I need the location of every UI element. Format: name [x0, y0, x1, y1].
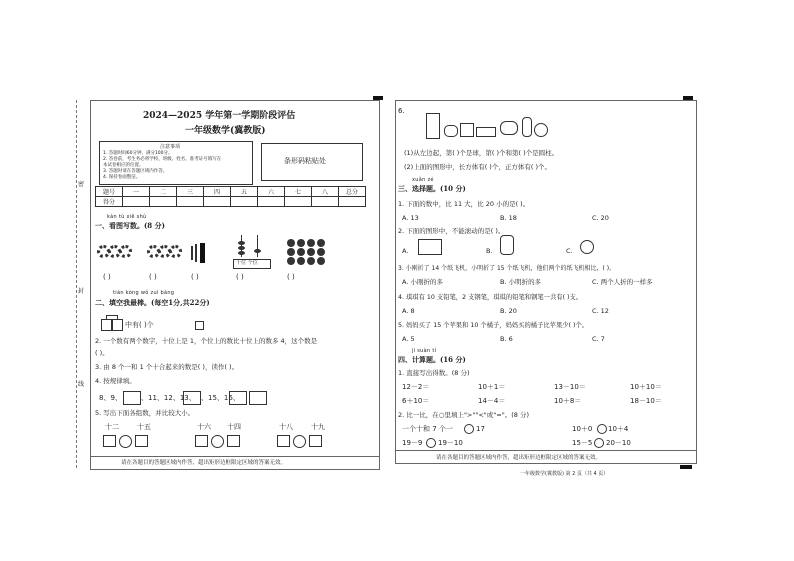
dot-mark — [307, 239, 315, 247]
seq-blank[interactable] — [183, 391, 201, 405]
option: A. 小刚折的多 — [402, 278, 443, 286]
dot-mark — [297, 248, 305, 256]
option: C. 12 — [592, 307, 609, 315]
score-cell[interactable] — [339, 197, 366, 207]
score-head: 题号 — [96, 187, 123, 197]
notice-box — [99, 141, 253, 185]
option: C. 两个人折的一样多 — [592, 278, 653, 286]
calc-item: 10＋1＝ — [478, 383, 506, 391]
option: B. 6 — [500, 335, 513, 343]
left-footer: 请在各题目的答题区域内作答，超出矩形边框限定区域的答案无效。 — [121, 460, 287, 466]
cmp-right: 17 — [476, 425, 485, 433]
compare-circle[interactable] — [211, 435, 224, 448]
abacus-label: 十位 个位 — [236, 260, 258, 266]
answer-box[interactable] — [135, 435, 148, 447]
q6-part1: (1)从左边起，第( )个是球，第( )个和第( )个是圆柱。 — [404, 149, 559, 157]
answer-box[interactable] — [103, 435, 116, 447]
q6-part2: (2)上面的图形中，长方体有( )个，正方体有( )个。 — [404, 163, 551, 171]
score-head: 五 — [231, 187, 258, 197]
cuboid-icon — [418, 239, 442, 255]
dot-mark — [287, 257, 295, 265]
score-head: 一 — [123, 187, 150, 197]
s4-q2-text: 2. 比一比，在○里填上">""<"或"="。(8 分) — [398, 411, 529, 419]
sphere-icon — [534, 123, 548, 137]
pair-word: 十二 — [105, 423, 119, 431]
binding-label-1: 密 — [78, 181, 85, 188]
pair-word: 十六 — [197, 423, 211, 431]
compare-circle[interactable] — [426, 438, 436, 448]
compare-circle[interactable] — [464, 424, 474, 434]
binding-label-2: 封 — [78, 288, 85, 295]
seq-part: 、15、16、 — [201, 394, 240, 402]
s3-q5-text: 5. 妈妈买了 15 个苹果和 10 个橘子，妈妈买的橘子比苹果少( )个。 — [398, 322, 589, 329]
compare-circle[interactable] — [293, 435, 306, 448]
section3-title: 三、选择题。(10 分) — [398, 184, 466, 193]
answer-blank: ( ) — [236, 273, 244, 281]
corner-mark — [680, 465, 692, 469]
option: C. — [566, 247, 573, 255]
dot-mark — [297, 239, 305, 247]
score-row-label: 得分 — [96, 197, 123, 207]
score-cell[interactable] — [177, 197, 204, 207]
q2-2-blank: ( )。 — [95, 349, 109, 357]
q2-3-text: 3. 由 8 个一和 1 个十合起来的数是( )，读作( )。 — [95, 363, 239, 371]
exam-page-left — [90, 100, 380, 470]
seq-part: 、11、12、13、 — [141, 394, 196, 402]
calc-item: 10＋8＝ — [554, 397, 582, 405]
barcode-label: 条形码粘贴处 — [284, 157, 326, 165]
option: B. — [486, 247, 493, 255]
calc-item: 6＋10＝ — [402, 397, 430, 405]
barcode-area — [261, 143, 363, 181]
exam-page-right — [395, 100, 697, 464]
score-head: 总分 — [339, 187, 366, 197]
s3-q2-text: 2. 下面的图形中，不能滚动的是( )。 — [398, 227, 505, 235]
answer-box[interactable] — [277, 435, 290, 447]
answer-box[interactable] — [309, 435, 322, 447]
option: A. 8 — [402, 307, 415, 315]
dot-mark — [307, 248, 315, 256]
cylinder-icon — [500, 121, 518, 135]
q6-number: 6. — [398, 107, 405, 115]
cylinder-icon — [500, 235, 514, 255]
notice-line: 2. 答卷前，考生务必将学校、班级、姓名、准考证号填写在 — [103, 157, 222, 162]
cmp-left: 一个十和 7 个一 — [402, 425, 453, 433]
cmp-left: 10＋0 — [572, 425, 593, 433]
section1-pinyin: kàn tú xiě shù — [107, 214, 147, 220]
score-cell[interactable] — [123, 197, 150, 207]
calc-item: 18－10＝ — [630, 397, 662, 405]
section4-title: 四、计算题。(16 分) — [398, 355, 466, 364]
option: A. 13 — [402, 214, 419, 222]
binding-label-3: 线 — [78, 381, 85, 388]
cmp-right: 19－10 — [438, 439, 463, 447]
q2-5-text: 5. 写出下面各组数，并比较大小。 — [95, 409, 195, 417]
pair-word: 十五 — [137, 423, 151, 431]
calc-item: 12－2＝ — [402, 383, 430, 391]
q2-1-text: 中有( )个 — [125, 321, 154, 329]
seq-blank[interactable] — [123, 391, 141, 405]
seq-blank[interactable] — [249, 391, 267, 405]
compare-circle[interactable] — [119, 435, 132, 448]
notice-line: 1. 答题时间60分钟，满分100分。 — [103, 151, 173, 156]
exam-subtitle: 一年级数学(冀教版) — [185, 126, 266, 136]
dot-mark — [307, 257, 315, 265]
notice-line: 本试卷相应的位置。 — [103, 163, 144, 168]
section4-pinyin: jì suàn tí — [412, 348, 437, 354]
compare-circle[interactable] — [594, 438, 604, 448]
page-number: 一年级数学(冀教版) 第 2 页（共 4 页） — [520, 471, 609, 477]
dot-mark — [317, 248, 325, 256]
dot-mark — [287, 248, 295, 256]
cmp-right: 10＋4 — [608, 425, 629, 433]
dot-mark — [317, 257, 325, 265]
cuboid-tall-icon — [426, 113, 440, 139]
option: A. — [402, 247, 409, 255]
compare-circle[interactable] — [597, 424, 607, 434]
seq-part: 8、9、 — [99, 394, 122, 402]
score-cell[interactable] — [285, 197, 312, 207]
s3-q3-text: 3. 小刚折了 14 个纸飞机，小明折了 15 个纸飞机，他们两个的纸飞机相比，( )。 — [398, 265, 616, 272]
score-head: 二 — [150, 187, 177, 197]
dot-mark — [317, 239, 325, 247]
score-head: 三 — [177, 187, 204, 197]
score-table — [95, 186, 366, 207]
s3-q1-text: 1. 下面的数中，比 11 大，比 20 小的是( )。 — [398, 200, 530, 208]
answer-blank: ( ) — [287, 273, 295, 281]
score-cell[interactable] — [312, 197, 339, 207]
score-cell[interactable] — [150, 197, 177, 207]
exam-title: 2024—2025 学年第一学期阶段评估 — [143, 111, 296, 121]
pair-word: 十九 — [311, 423, 325, 431]
section1-title: 一、看图写数。(8 分) — [95, 221, 165, 230]
option: B. 20 — [500, 307, 517, 315]
dot-mark — [297, 257, 305, 265]
notice-line: 4. 保持卷面整洁。 — [103, 175, 141, 180]
cmp-left: 15－5 — [572, 439, 593, 447]
cube-icon — [460, 123, 474, 137]
cmp-right: 20－10 — [606, 439, 631, 447]
cmp-left: 19－9 — [402, 439, 423, 447]
score-head: 八 — [312, 187, 339, 197]
s3-q4-text: 4. 琪琪有 10 支铅笔，2 支钢笔，琪琪的铅笔和钢笔一共有( )支。 — [398, 294, 583, 301]
section2-pinyin: tián kòng wǒ zuì bàng — [113, 290, 175, 296]
binding-line — [76, 100, 77, 468]
calc-item: 14－4＝ — [478, 397, 506, 405]
answer-box[interactable] — [195, 435, 208, 447]
right-footer: 请在各题目的答题区域内作答，超出矩形边框限定区域的答案无效。 — [436, 455, 602, 461]
pair-word: 十四 — [227, 423, 241, 431]
s4-q1-text: 1. 直接写出得数。(8 分) — [398, 369, 470, 377]
option: B. 小明折的多 — [500, 278, 542, 286]
section2-title: 二、填空我最棒。(每空1分,共22分) — [95, 298, 210, 307]
calc-item: 10＋10＝ — [630, 383, 662, 391]
q2-2-text: 2. 一个数有两个数字，十位上是 1，个位上的数比十位上的数多 4，这个数是 — [95, 337, 318, 345]
score-head: 六 — [258, 187, 285, 197]
option: C. 7 — [592, 335, 605, 343]
cylinder-icon — [444, 125, 458, 137]
option: B. 18 — [500, 214, 517, 222]
seq-blank[interactable] — [229, 391, 247, 405]
score-cell[interactable] — [258, 197, 285, 207]
cylinder-icon — [522, 117, 532, 137]
q2-4-text: 4. 按规律填。 — [95, 377, 136, 385]
section3-pinyin: xuǎn zé — [412, 177, 434, 183]
answer-blank: ( ) — [191, 273, 199, 281]
cuboid-flat-icon — [476, 127, 496, 137]
option: A. 5 — [402, 335, 415, 343]
answer-blank: ( ) — [103, 273, 111, 281]
score-cell[interactable] — [204, 197, 231, 207]
option: C. 20 — [592, 214, 609, 222]
calc-item: 13－10＝ — [554, 383, 586, 391]
pair-word: 十八 — [279, 423, 293, 431]
notice-heading: 注意事项 — [160, 144, 181, 150]
small-cube-icon — [195, 321, 204, 330]
sphere-icon — [580, 240, 594, 254]
dot-mark — [287, 239, 295, 247]
score-head: 四 — [204, 187, 231, 197]
answer-box[interactable] — [227, 435, 240, 447]
score-cell[interactable] — [231, 197, 258, 207]
answer-blank: ( ) — [149, 273, 157, 281]
score-head: 七 — [285, 187, 312, 197]
notice-line: 3. 答题时请在答题区域内作答。 — [103, 169, 168, 174]
